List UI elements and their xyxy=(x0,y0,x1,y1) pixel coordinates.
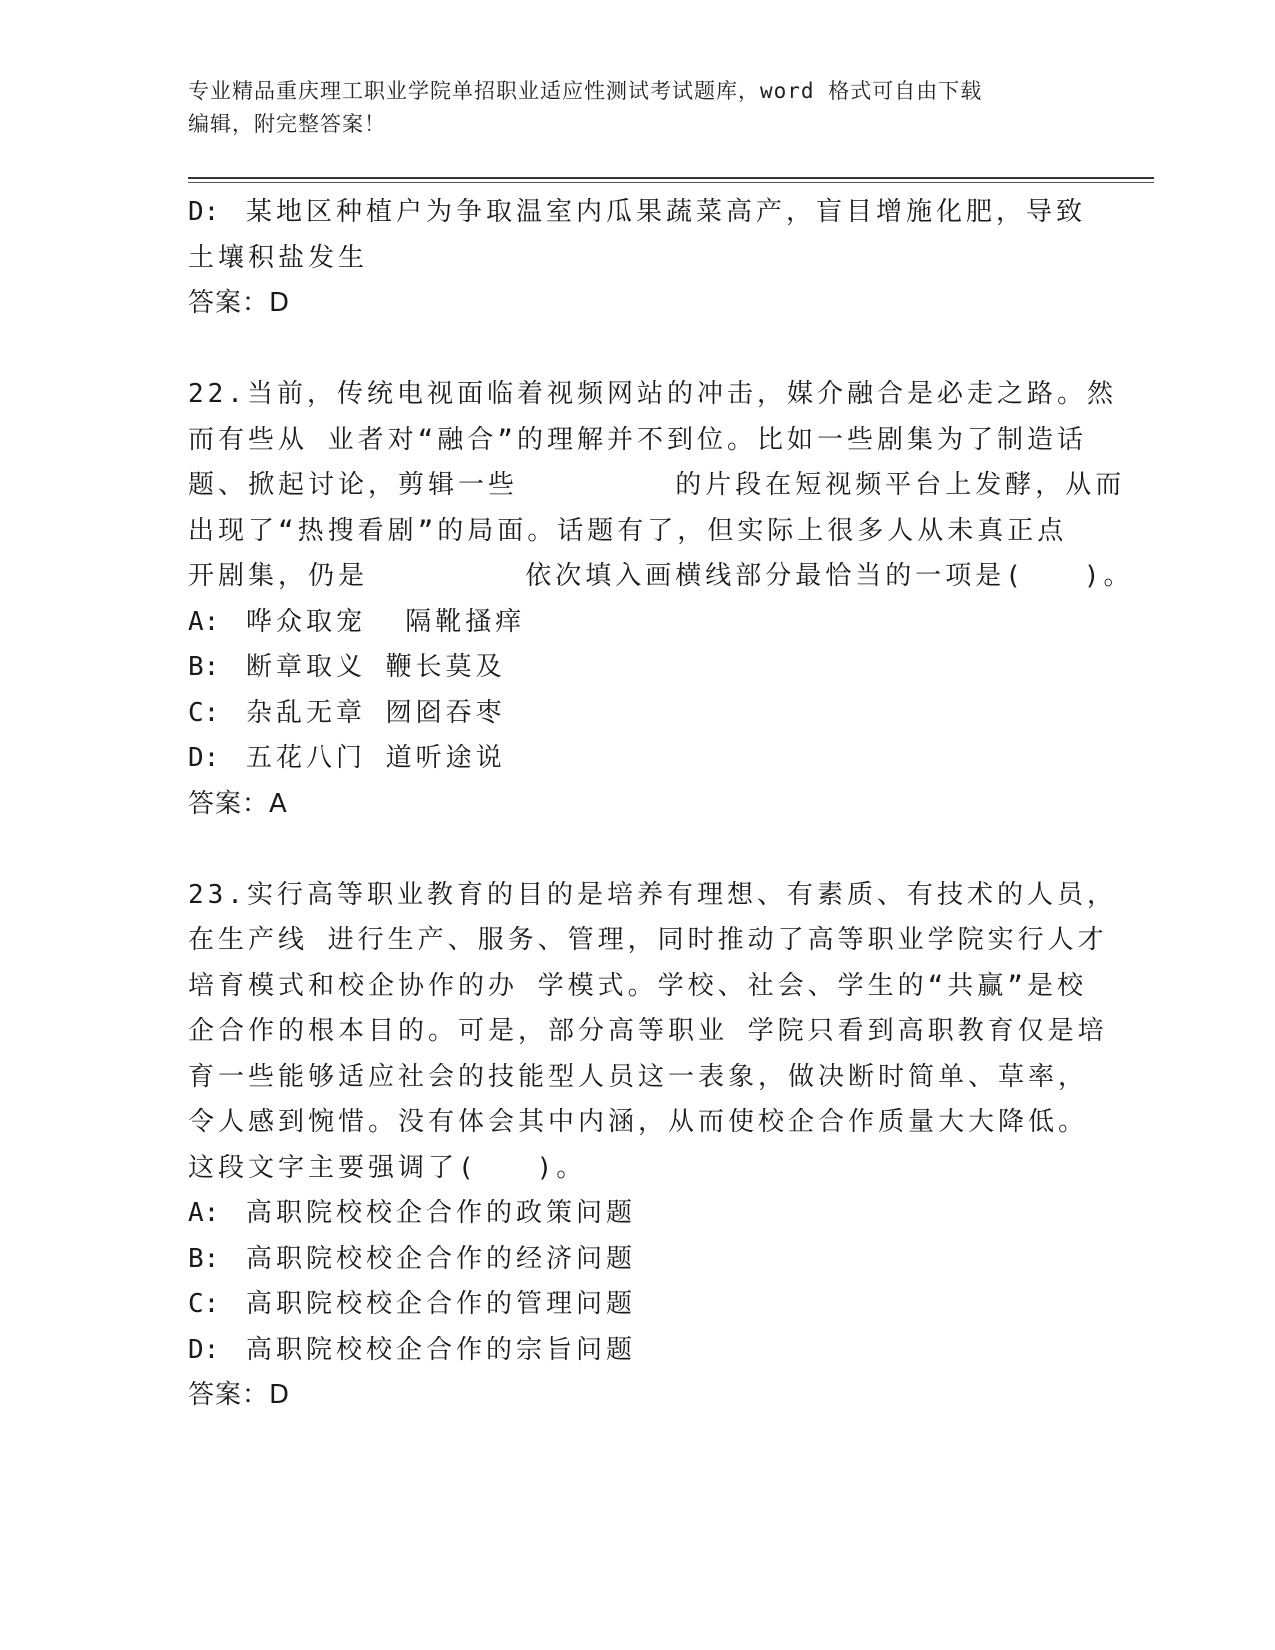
option-a xyxy=(188,600,1088,646)
header-divider-thin xyxy=(188,182,1154,183)
option-letter: D: xyxy=(188,1334,220,1365)
answer-line: 答案：D xyxy=(188,288,291,318)
question-23-line: 23.实行高等职业教育的目的是培养有理想、有素质、有技术的人员， xyxy=(188,879,1117,910)
option-letter: C: xyxy=(188,1289,220,1319)
option-letter: A: xyxy=(188,606,220,637)
question-23-line: 令人感到惋惜。没有体会其中内涵，从而使校企合作质量大大降低。 xyxy=(188,1107,1089,1137)
question-23-line: 培育模式和校企协作的办 学模式。学校、社会、学生的“共赢”是校 xyxy=(188,970,1087,1001)
question-23-line: 这段文字主要强调了( )。 xyxy=(188,1152,587,1183)
document-header xyxy=(188,75,1088,141)
option-b xyxy=(188,645,1088,691)
option-text: 断章取义 鞭长莫及 xyxy=(246,652,506,682)
option-letter: C: xyxy=(188,697,220,728)
option-text: 高职院校校企合作的宗旨问题 xyxy=(246,1334,637,1365)
question-22-line: 而有些从 业者对“融合”的理解并不到位。比如一些剧集为了制造话 xyxy=(188,424,1087,455)
option-text-continued: 土壤积盐发生 xyxy=(188,242,369,273)
option-c xyxy=(188,691,1088,737)
option-letter: B: xyxy=(188,652,220,682)
option-c xyxy=(188,1282,1088,1328)
question-content xyxy=(188,190,1134,1419)
answer-line: 答案：D xyxy=(188,1380,291,1410)
question-23-line: 育一些能够适应社会的技能型人员这一表象，做决断时简单、草率， xyxy=(188,1061,1089,1092)
question-22-line: 开剧集，仍是 依次填入画横线部分最恰当的一项是( )。 xyxy=(188,561,1134,591)
option-text: 杂乱无章 囫囵吞枣 xyxy=(246,697,506,728)
option-d xyxy=(188,1328,1088,1374)
option-letter: A: xyxy=(188,1198,220,1228)
option-text: 高职院校校企合作的政策问题 xyxy=(246,1198,637,1228)
spacer xyxy=(188,827,1088,873)
header-line-2: 编辑，附完整答案！ xyxy=(188,112,386,136)
header-divider-thick xyxy=(188,177,1154,179)
option-letter: D: xyxy=(188,743,220,773)
option-text: 高职院校校企合作的管理问题 xyxy=(246,1289,637,1319)
option-text: 某地区种植户为争取温室内瓜果蔬菜高产，盲目增施化肥，导致 xyxy=(246,197,1087,227)
option-letter: D: xyxy=(188,197,220,227)
option-text: 哗众取宠 隔靴搔痒 xyxy=(246,606,526,637)
option-b xyxy=(188,1237,1088,1283)
question-22-line: 题、掀起讨论，剪辑一些 的片段在短视频平台上发酵，从而 xyxy=(188,470,1126,500)
question-23-line: 在生产线 进行生产、服务、管理，同时推动了高等职业学院实行人才 xyxy=(188,925,1108,955)
question-23-line: 企合作的根本目的。可是，部分高等职业 学院只看到高职教育仅是培 xyxy=(188,1016,1108,1046)
question-22-line: 22.当前，传统电视面临着视频网站的冲击，媒介融合是必走之路。然 xyxy=(188,379,1117,409)
header-line-1: 专业精品重庆理工职业学院单招职业适应性测试考试题库，word 格式可自由下载 xyxy=(188,79,983,103)
option-text: 高职院校校企合作的经济问题 xyxy=(246,1243,637,1274)
option-a xyxy=(188,1191,1088,1237)
option-d xyxy=(188,736,1088,782)
spacer xyxy=(188,327,1088,373)
option-letter: B: xyxy=(188,1243,220,1274)
answer-line: 答案：A xyxy=(188,788,288,819)
question-22-line: 出现了“热搜看剧”的局面。话题有了，但实际上很多人从未真正点 xyxy=(188,515,1068,546)
option-d xyxy=(188,190,1088,236)
option-text: 五花八门 道听途说 xyxy=(246,743,506,773)
